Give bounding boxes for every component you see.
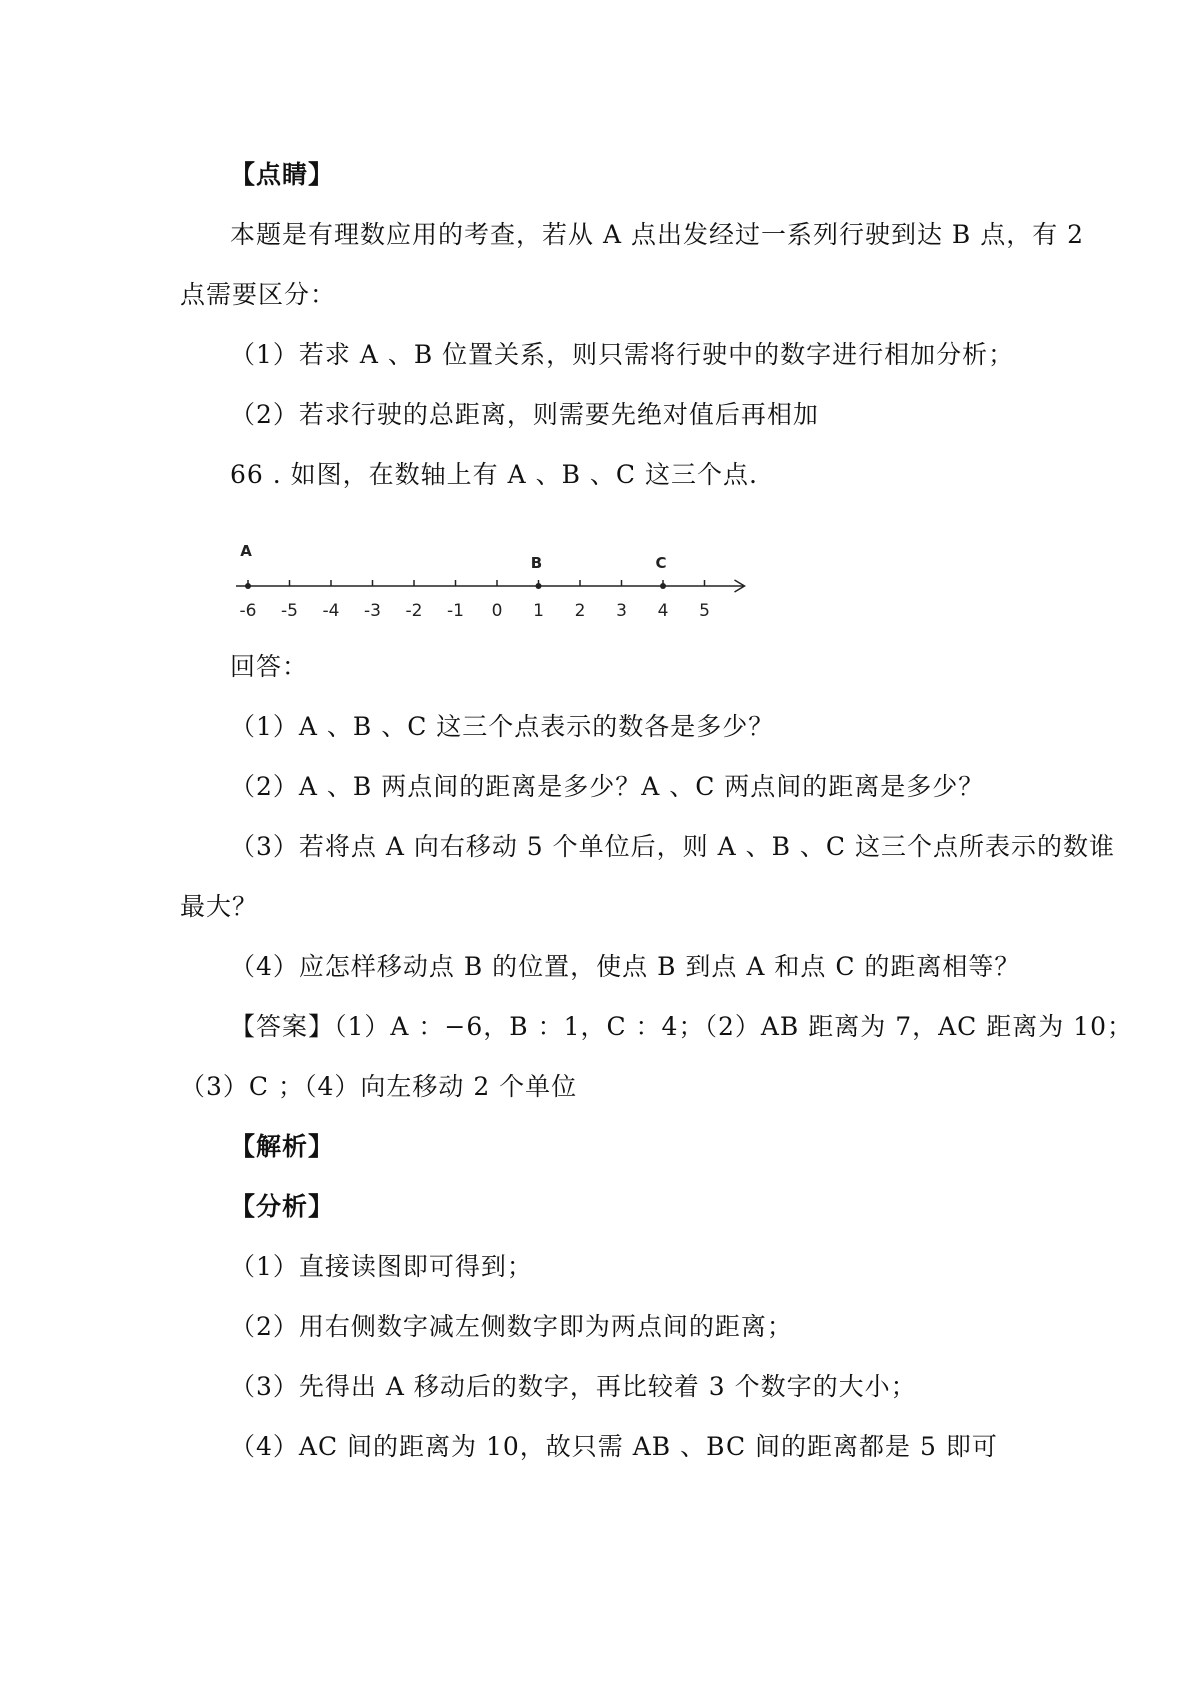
analysis-item: （4）AC 间的距离为 10，故只需 AB 、BC 间的距离都是 5 即可 [230, 1432, 998, 1461]
heading-dianjing: 【点睛】 [230, 160, 335, 189]
analysis-item: （1）直接读图即可得到； [230, 1252, 533, 1281]
paragraph-line: 点需要区分： [180, 280, 337, 309]
heading-fenxi: 【分析】 [230, 1192, 335, 1221]
question-item: （4）应怎样移动点 B 的位置，使点 B 到点 A 和点 C 的距离相等？ [230, 952, 1021, 981]
tick-label: -3 [364, 601, 381, 621]
tick-label: -4 [322, 601, 340, 621]
tick-label: -5 [281, 601, 298, 621]
tick-label: -6 [239, 601, 257, 621]
number-line-figure [236, 532, 756, 622]
point-a-marker [245, 583, 251, 589]
tick-label: 2 [574, 601, 586, 621]
heading-jiexi: 【解析】 [230, 1132, 335, 1161]
point-b-label: B [530, 554, 543, 572]
point-a-label: A [240, 542, 252, 560]
tick-label: 0 [491, 601, 503, 621]
question-item: （2）A 、B 两点间的距离是多少？A 、C 两点间的距离是多少？ [230, 772, 985, 801]
tick-label: 3 [616, 601, 627, 621]
paragraph-line: 回答： [230, 652, 309, 681]
answer-line: 【答案】（1）A ：−6，B ：1，C ：4；（2）AB 距离为 7，AC 距离为 10； [230, 1012, 1133, 1041]
paragraph-line: （2）若求行驶的总距离，则需要先绝对值后再相加 [230, 400, 819, 429]
analysis-item: （2）用右侧数字减左侧数字即为两点间的距离； [230, 1312, 793, 1341]
paragraph-line: 本题是有理数应用的考查，若从 A 点出发经过一系列行驶到达 B 点，有 2 [230, 220, 1085, 249]
point-c-marker [660, 583, 666, 589]
tick-label: 1 [533, 601, 544, 621]
answer-line: （3）C ；（4）向左移动 2 个单位 [180, 1072, 578, 1101]
question-item: 最大？ [180, 892, 259, 921]
tick-label: 4 [657, 601, 669, 621]
paragraph-line: （1）若求 A 、B 位置关系，则只需将行驶中的数字进行相加分析； [230, 340, 1015, 369]
question-item: （3）若将点 A 向右移动 5 个单位后，则 A 、B 、C 这三个点所表示的数谁 [230, 832, 1115, 861]
tick-label: -1 [447, 601, 464, 621]
point-b-marker [536, 583, 542, 589]
analysis-item: （3）先得出 A 移动后的数字，再比较着 3 个数字的大小； [230, 1372, 917, 1401]
tick-label: -2 [405, 601, 423, 621]
question-item: （1）A 、B 、C 这三个点表示的数各是多少？ [230, 712, 775, 741]
question-title: 66 . 如图，在数轴上有 A 、B 、C 这三个点. [230, 460, 758, 489]
tick-label: 5 [699, 601, 710, 621]
point-c-label: C [655, 554, 667, 572]
